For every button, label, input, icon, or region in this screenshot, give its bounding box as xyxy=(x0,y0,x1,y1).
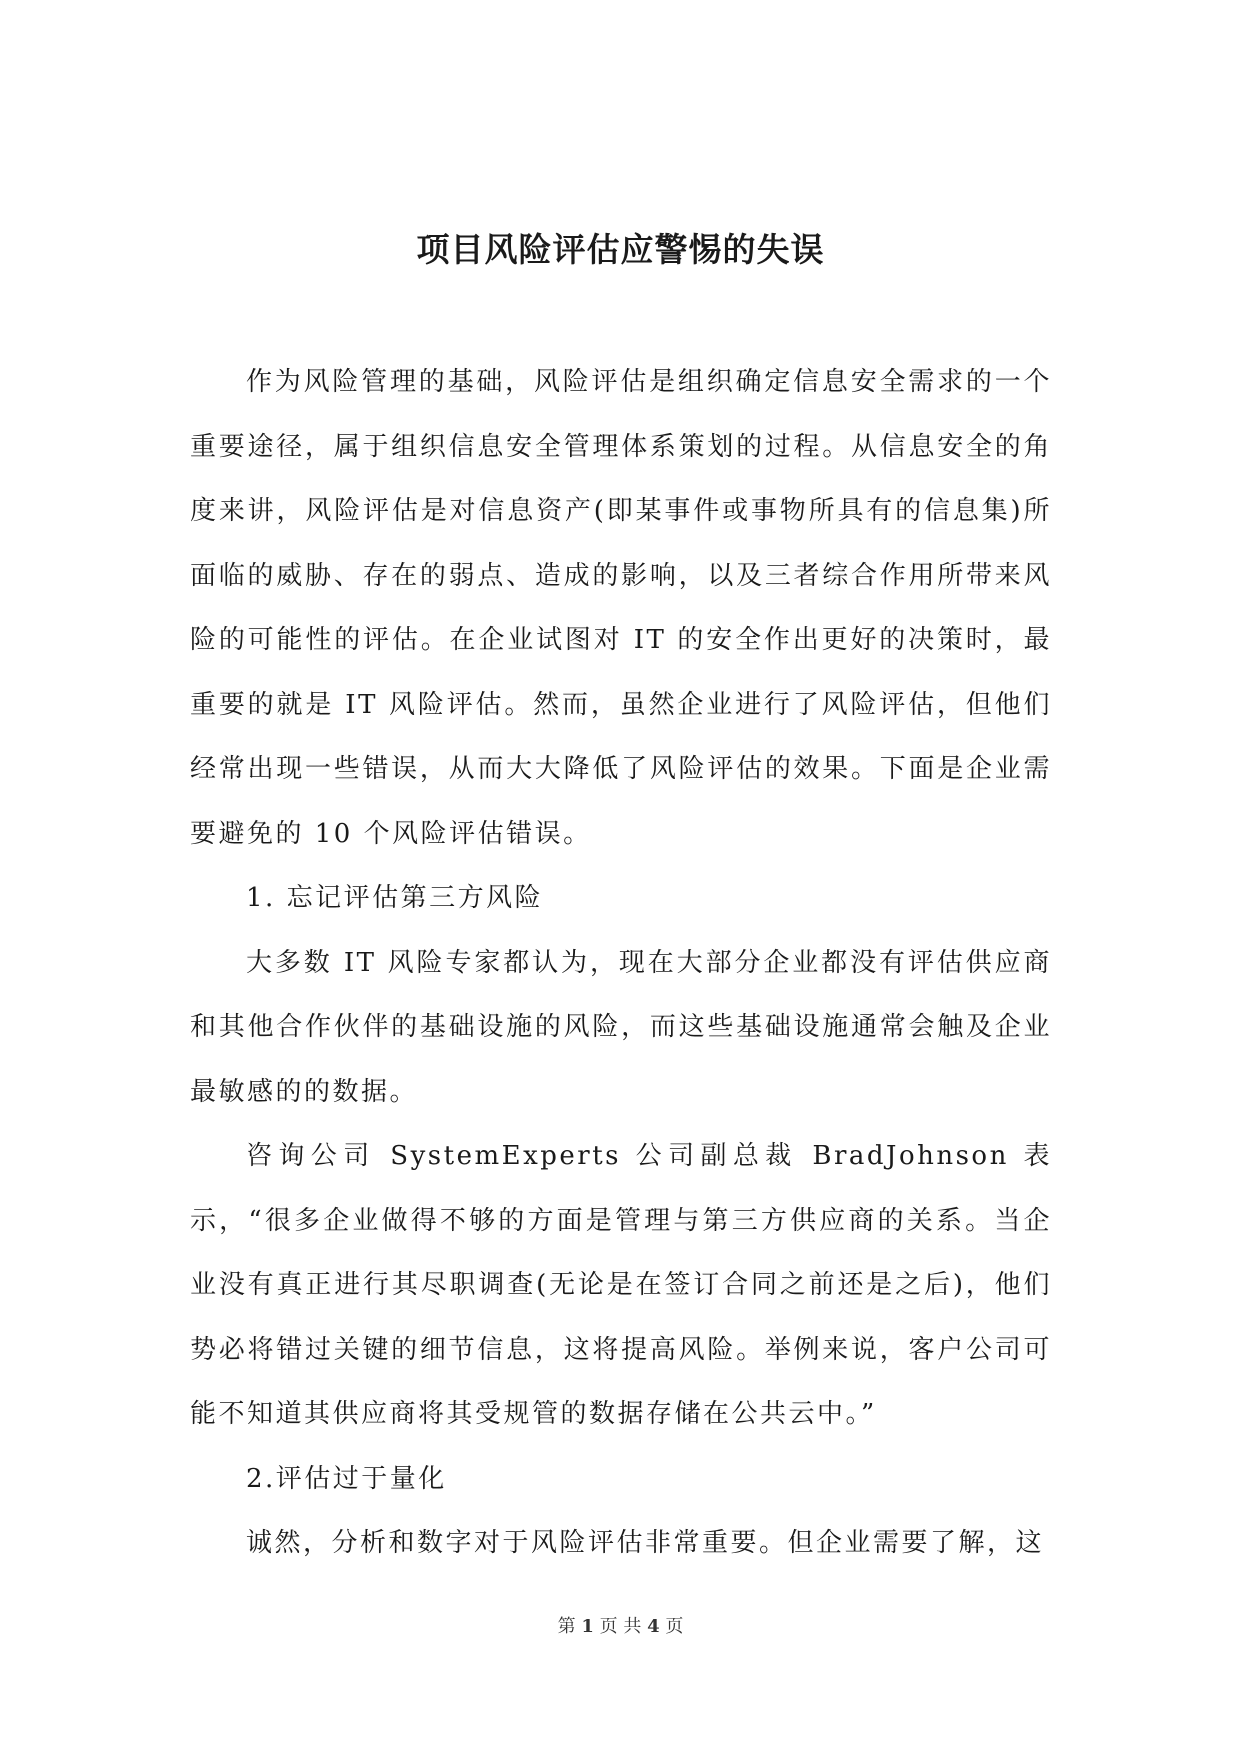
footer-page-number: 1 xyxy=(581,1616,594,1637)
page-footer xyxy=(0,1612,1241,1638)
section-heading-1: 1. 忘记评估第三方风险 xyxy=(246,883,544,913)
paragraph-quantify: 诚然，分析和数字对于风险评估非常重要。但企业需要了解，这 xyxy=(246,1528,1045,1558)
footer-total-pages: 4 xyxy=(647,1616,660,1637)
paragraph-quote: 咨询公司 SystemExperts 公司副总裁 BradJohnson 表示，“很多企业做得不够的方面是管理与第三方供应商的关系。当企业没有真正进行其尽职调查(无论是在签订合同之前还是之后)，他们势必将错过关键的细节信息，这将提高风险。举例来说，客户公司可能不知道其供应商将其受规管的数据存储在公共云中。” xyxy=(190,1141,1052,1429)
footer-middle: 页 共 xyxy=(599,1616,642,1637)
section-heading-2: 2.评估过于量化 xyxy=(246,1463,447,1494)
footer-prefix: 第 xyxy=(557,1616,576,1637)
footer-suffix: 页 xyxy=(665,1616,684,1637)
paragraph-intro: 作为风险管理的基础，风险评估是组织确定信息安全需求的一个重要途径，属于组织信息安全管理体系策划的过程。从信息安全的角度来讲，风险评估是对信息资产(即某事件或事物所具有的信息集)所面临的威胁、存在的弱点、造成的影响，以及三者综合作用所带来风险的可能性的评估。在企业试图对 IT 的安全作出更好的决策时，最重要的就是 IT 风险评估。然而，虽然企业进行了风险评估，但他们经常出现一些错误，从而大大降低了风险评估的效果。下面是企业需要避免的 10 个风险评估错误。 xyxy=(190,367,1052,849)
document-body xyxy=(190,350,1052,1576)
page-title: 项目风险评估应警惕的失误 xyxy=(416,230,825,269)
paragraph-third-party: 大多数 IT 风险专家都认为，现在大部分企业都没有评估供应商和其他合作伙伴的基础设施的风险，而这些基础设施通常会触及企业最敏感的的数据。 xyxy=(190,947,1052,1107)
